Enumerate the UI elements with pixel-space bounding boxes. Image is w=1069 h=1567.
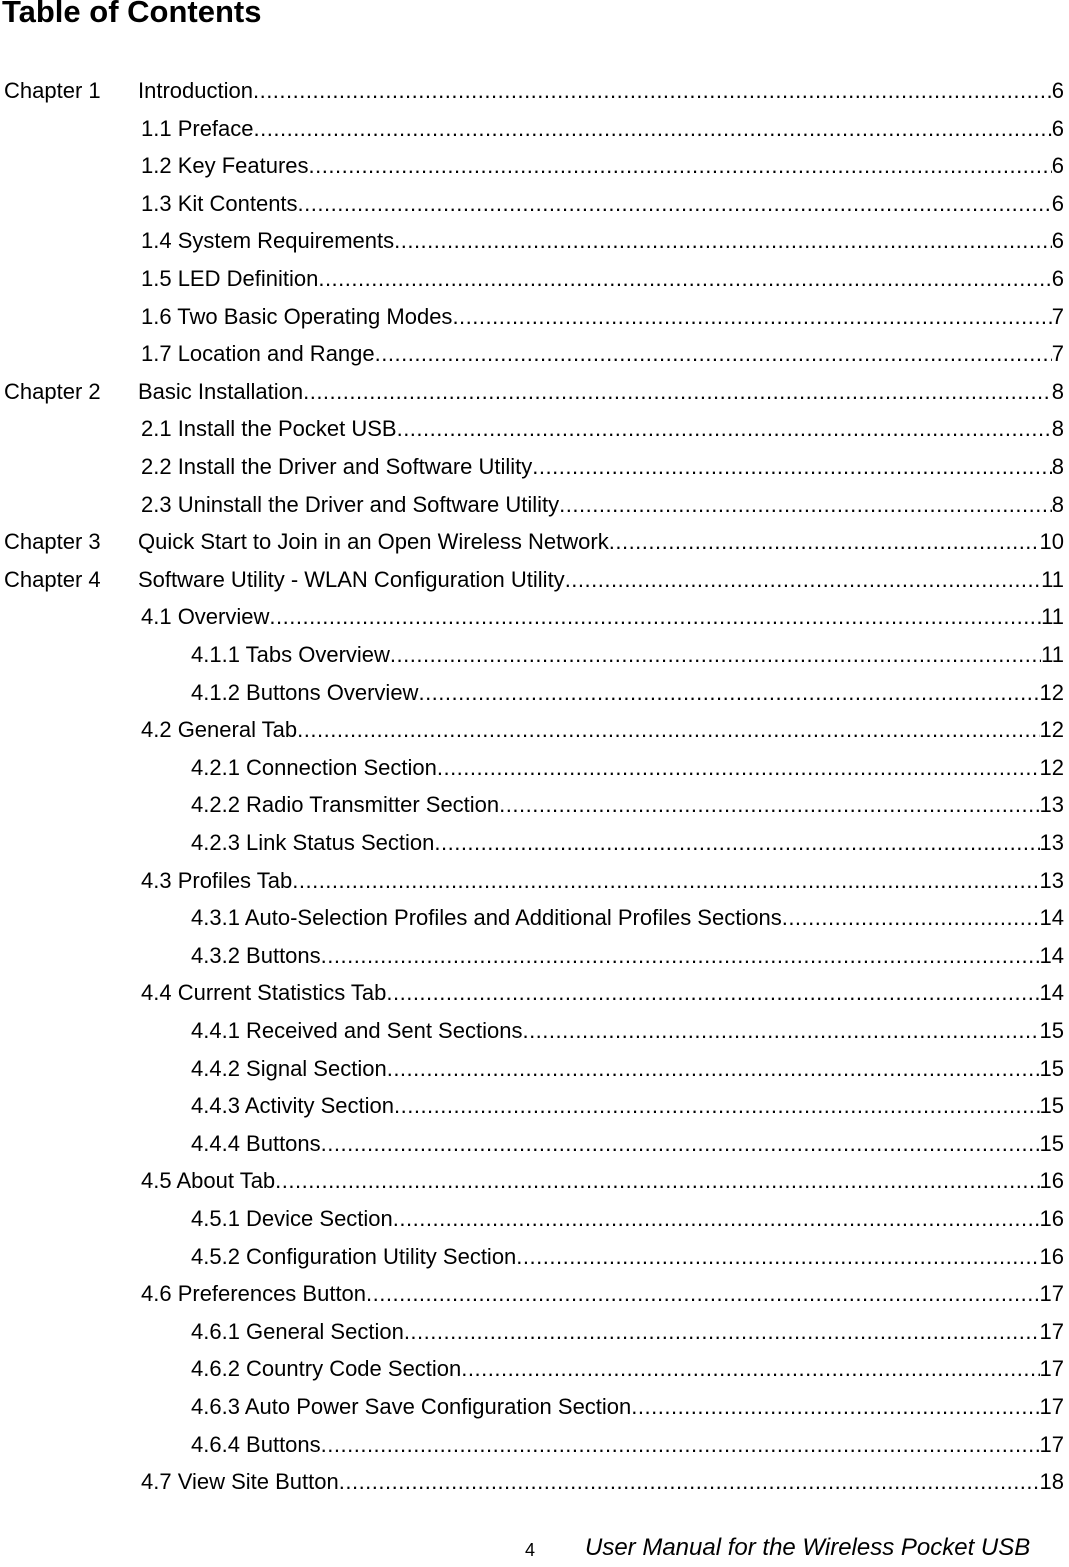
toc-entry-title[interactable]: 4.6.3 Auto Power Save Configuration Section bbox=[191, 1394, 632, 1419]
toc-entry-title[interactable]: 4.6 Preferences Button bbox=[141, 1281, 367, 1307]
toc-entry-line bbox=[141, 1275, 1064, 1312]
toc-chapter-label: Chapter 1 bbox=[4, 78, 101, 103]
toc-entry-line bbox=[141, 1162, 1064, 1199]
toc-entry[interactable] bbox=[0, 824, 1069, 861]
toc-page-number[interactable]: 14 bbox=[1039, 905, 1064, 931]
toc-entry-line bbox=[191, 1388, 1064, 1425]
toc-entry-line bbox=[141, 335, 1064, 372]
toc-dot-leader bbox=[253, 72, 1052, 109]
toc-page-number[interactable]: 13 bbox=[1039, 867, 1064, 893]
toc-dot-leader bbox=[782, 899, 1040, 936]
toc-page-number[interactable]: 11 bbox=[1041, 604, 1064, 630]
toc-dot-leader bbox=[461, 1350, 1039, 1387]
toc-dot-leader bbox=[390, 636, 1041, 673]
toc-entry-title[interactable]: Basic Installation bbox=[138, 378, 304, 404]
toc-dot-leader bbox=[269, 598, 1041, 635]
toc-entry-title[interactable]: 4.7 View Site Button bbox=[141, 1469, 339, 1495]
toc-page-number[interactable]: 8 bbox=[1051, 454, 1064, 479]
toc-chapter-label: Chapter 2 bbox=[4, 378, 101, 404]
toc-entry-title[interactable]: 4.3 Profiles Tab bbox=[141, 867, 293, 893]
toc-dot-leader bbox=[559, 486, 1052, 523]
toc-dot-leader bbox=[437, 749, 1040, 786]
toc-page-number[interactable]: 6 bbox=[1051, 266, 1064, 291]
toc-entry[interactable] bbox=[0, 72, 1069, 109]
toc-page-number[interactable]: 12 bbox=[1039, 717, 1064, 743]
toc-page-number[interactable]: 16 bbox=[1039, 1168, 1064, 1194]
toc-entry-title[interactable]: 1.1 Preface bbox=[141, 115, 254, 141]
toc-entry-line bbox=[191, 824, 1064, 861]
toc-entry-title[interactable]: 2.3 Uninstall the Driver and Software Utility bbox=[141, 491, 560, 517]
toc-dot-leader bbox=[397, 410, 1052, 447]
toc-entry-line bbox=[191, 1125, 1064, 1162]
toc-dot-leader bbox=[522, 1012, 1039, 1049]
toc-entry-line bbox=[141, 448, 1064, 485]
toc-dot-leader bbox=[303, 373, 1052, 410]
toc-entry-line bbox=[191, 636, 1064, 673]
toc-entry[interactable] bbox=[0, 185, 1069, 222]
toc-entry-title[interactable]: Introduction bbox=[138, 78, 253, 103]
toc-dot-leader bbox=[366, 1275, 1039, 1312]
toc-entry[interactable] bbox=[0, 1388, 1069, 1425]
toc-entry[interactable] bbox=[0, 1087, 1069, 1124]
toc-entry-title[interactable]: 1.2 Key Features bbox=[141, 153, 309, 179]
toc-entry[interactable] bbox=[0, 974, 1069, 1011]
toc-page-number[interactable]: 17 bbox=[1039, 1394, 1064, 1419]
toc-entry[interactable] bbox=[0, 110, 1069, 147]
toc-page-number[interactable]: 14 bbox=[1039, 980, 1064, 1006]
toc-dot-leader bbox=[254, 110, 1052, 147]
toc-entry[interactable] bbox=[0, 636, 1069, 673]
toc-entry-line bbox=[191, 1313, 1064, 1350]
toc-entry[interactable] bbox=[0, 1350, 1069, 1387]
toc-entry[interactable] bbox=[0, 711, 1069, 748]
toc-dot-leader bbox=[298, 185, 1052, 222]
toc-page-number[interactable]: 6 bbox=[1051, 115, 1064, 141]
toc-page-number[interactable]: 8 bbox=[1051, 416, 1064, 442]
toc-entry[interactable] bbox=[0, 523, 1069, 560]
toc-entry[interactable] bbox=[0, 1012, 1069, 1049]
toc-entry-line bbox=[191, 1238, 1064, 1275]
toc-entry-line bbox=[191, 1050, 1064, 1087]
toc-page-number[interactable]: 6 bbox=[1051, 190, 1064, 216]
toc-entry-line bbox=[138, 523, 1064, 560]
toc-page-number[interactable]: 11 bbox=[1041, 566, 1064, 592]
toc-entry-line bbox=[191, 786, 1064, 823]
toc-entry[interactable] bbox=[0, 1275, 1069, 1312]
toc-page-number[interactable]: 15 bbox=[1039, 1018, 1064, 1043]
toc-entry-line bbox=[191, 749, 1064, 786]
toc-dot-leader bbox=[387, 1050, 1040, 1087]
page-title: Table of Contents bbox=[2, 0, 262, 29]
footer-title: User Manual for the Wireless Pocket USB bbox=[585, 1534, 1031, 1561]
toc-dot-leader bbox=[631, 1388, 1039, 1425]
toc-entry-line bbox=[141, 260, 1064, 297]
toc-entry[interactable] bbox=[0, 410, 1069, 447]
toc-dot-leader bbox=[516, 1238, 1039, 1275]
toc-entry-title[interactable]: 4.3.2 Buttons bbox=[191, 942, 321, 968]
toc-entry[interactable] bbox=[0, 222, 1069, 259]
page-number: 4 bbox=[525, 1540, 536, 1560]
toc-dot-leader bbox=[565, 561, 1041, 598]
toc-entry[interactable] bbox=[0, 899, 1069, 936]
toc-entry[interactable] bbox=[0, 1125, 1069, 1162]
toc-dot-leader bbox=[434, 824, 1039, 861]
toc-page-number[interactable]: 8 bbox=[1051, 378, 1064, 404]
toc-page-number[interactable]: 16 bbox=[1039, 1243, 1064, 1269]
toc-entry-title[interactable]: 4.2.1 Connection Section bbox=[191, 754, 437, 780]
toc-entry[interactable] bbox=[0, 786, 1069, 823]
toc-entry-title[interactable]: 4.4 Current Statistics Tab bbox=[141, 980, 387, 1006]
toc-page-number[interactable]: 17 bbox=[1039, 1281, 1064, 1307]
toc-entry-title[interactable]: 1.3 Kit Contents bbox=[141, 190, 298, 216]
toc-entry[interactable] bbox=[0, 598, 1069, 635]
toc-entry[interactable] bbox=[0, 373, 1069, 410]
toc-page-number[interactable]: 17 bbox=[1039, 1318, 1064, 1344]
toc-dot-leader bbox=[394, 222, 1052, 259]
toc-dot-leader bbox=[532, 448, 1051, 485]
toc-entry-title[interactable]: 4.2.3 Link Status Section bbox=[191, 830, 435, 855]
toc-page-number[interactable]: 7 bbox=[1051, 303, 1064, 329]
toc-entry-line bbox=[191, 1350, 1064, 1387]
toc-entry[interactable] bbox=[0, 298, 1069, 335]
toc-entry-title[interactable]: 4.3.1 Auto-Selection Profiles and Additional Profiles Sections bbox=[191, 905, 782, 931]
toc-entry[interactable] bbox=[0, 147, 1069, 184]
toc-entry-line bbox=[141, 298, 1064, 335]
toc-page-number[interactable]: 7 bbox=[1051, 341, 1064, 367]
toc-entry-line bbox=[191, 674, 1064, 711]
toc-entry-title[interactable]: 2.2 Install the Driver and Software Utility bbox=[141, 454, 533, 479]
toc-dot-leader bbox=[418, 674, 1039, 711]
toc-page-number[interactable]: 13 bbox=[1039, 792, 1064, 818]
toc-entry-line bbox=[191, 1426, 1064, 1463]
toc-entry-title[interactable]: 1.6 Two Basic Operating Modes bbox=[141, 303, 453, 329]
toc-page-number[interactable]: 14 bbox=[1039, 942, 1064, 968]
toc-page-number[interactable]: 8 bbox=[1051, 491, 1064, 517]
toc-page-number[interactable]: 11 bbox=[1041, 642, 1064, 667]
toc-entry-title[interactable]: 4.1.1 Tabs Overview bbox=[191, 642, 390, 667]
toc-entry[interactable] bbox=[0, 1050, 1069, 1087]
toc-entry-line bbox=[138, 72, 1064, 109]
toc-entry-title[interactable]: 4.1 Overview bbox=[141, 604, 270, 630]
toc-entry-title[interactable]: Quick Start to Join in an Open Wireless Network bbox=[138, 529, 609, 555]
toc-entry[interactable] bbox=[0, 1200, 1069, 1237]
toc-dot-leader bbox=[297, 711, 1039, 748]
toc-entry-line bbox=[141, 974, 1064, 1011]
toc-dot-leader bbox=[321, 1426, 1040, 1463]
toc-entry-line bbox=[141, 110, 1064, 147]
toc-page-number[interactable]: 12 bbox=[1039, 679, 1064, 705]
toc-entry[interactable] bbox=[0, 674, 1069, 711]
toc-entry-title[interactable]: 4.6.1 General Section bbox=[191, 1318, 404, 1344]
toc-entry-title[interactable]: 1.4 System Requirements bbox=[141, 228, 395, 254]
toc-page-number[interactable]: 6 bbox=[1051, 153, 1064, 179]
toc-entry[interactable] bbox=[0, 448, 1069, 485]
toc-page-number[interactable]: 16 bbox=[1039, 1206, 1064, 1231]
toc-entry-line bbox=[141, 410, 1064, 447]
toc-entry-title[interactable]: 4.2.2 Radio Transmitter Section bbox=[191, 792, 500, 818]
toc-entry-line bbox=[191, 937, 1064, 974]
toc-entry-line bbox=[141, 711, 1064, 748]
toc-entry-line bbox=[141, 185, 1064, 222]
toc-dot-leader bbox=[292, 862, 1039, 899]
toc-page-number[interactable]: 10 bbox=[1039, 529, 1064, 555]
toc-page-number[interactable]: 15 bbox=[1039, 1055, 1064, 1081]
toc-page-number[interactable]: 15 bbox=[1039, 1093, 1064, 1119]
toc-entry[interactable] bbox=[0, 561, 1069, 598]
toc-entry-title[interactable]: 1.5 LED Definition bbox=[141, 266, 319, 291]
toc-entry[interactable] bbox=[0, 1162, 1069, 1199]
toc-entry-title[interactable]: 4.4.1 Received and Sent Sections bbox=[191, 1018, 523, 1043]
toc-dot-leader bbox=[309, 147, 1052, 184]
toc-entry-title[interactable]: 4.5.1 Device Section bbox=[191, 1206, 393, 1231]
toc-entry-title[interactable]: 4.4.2 Signal Section bbox=[191, 1055, 387, 1081]
toc-dot-leader bbox=[321, 1125, 1040, 1162]
toc-dot-leader bbox=[499, 786, 1039, 823]
toc-entry-line bbox=[141, 486, 1064, 523]
toc-page-number[interactable]: 15 bbox=[1039, 1130, 1064, 1156]
toc-entry-line bbox=[138, 373, 1064, 410]
toc-entry-line bbox=[141, 147, 1064, 184]
toc-dot-leader bbox=[386, 974, 1039, 1011]
toc-entry[interactable] bbox=[0, 749, 1069, 786]
toc-dot-leader bbox=[318, 260, 1051, 297]
toc-entry-title[interactable]: 4.6.2 Country Code Section bbox=[191, 1356, 462, 1382]
toc-entry-line bbox=[141, 598, 1064, 635]
toc-entry[interactable] bbox=[0, 1238, 1069, 1275]
toc-entry[interactable] bbox=[0, 486, 1069, 523]
toc-entry-line bbox=[141, 1463, 1064, 1500]
toc-entry-line bbox=[191, 1087, 1064, 1124]
toc-entry-line bbox=[191, 1200, 1064, 1237]
toc-entry-title[interactable]: 4.2 General Tab bbox=[141, 717, 298, 743]
toc-entry[interactable] bbox=[0, 1313, 1069, 1350]
toc-chapter-label: Chapter 4 bbox=[4, 566, 101, 592]
toc-entry-title[interactable]: 1.7 Location and Range bbox=[141, 341, 375, 367]
toc-entry-line bbox=[191, 899, 1064, 936]
toc-page-number[interactable]: 17 bbox=[1039, 1431, 1064, 1457]
toc-entry[interactable] bbox=[0, 335, 1069, 372]
toc-entry-title[interactable]: Software Utility - WLAN Configuration Utility bbox=[138, 566, 565, 592]
toc-entry-line bbox=[191, 1012, 1064, 1049]
toc-page-number[interactable]: 12 bbox=[1039, 754, 1064, 780]
toc-dot-leader bbox=[609, 523, 1040, 560]
toc-entry[interactable] bbox=[0, 1463, 1069, 1500]
toc-entry-line bbox=[141, 222, 1064, 259]
toc-dot-leader bbox=[275, 1162, 1039, 1199]
toc-entry-title[interactable]: 4.5 About Tab bbox=[141, 1168, 276, 1194]
toc-entry-line bbox=[141, 862, 1064, 899]
toc-entry-title[interactable]: 4.5.2 Configuration Utility Section bbox=[191, 1243, 517, 1269]
toc-entry-title[interactable]: 4.6.4 Buttons bbox=[191, 1431, 321, 1457]
toc-entry-line bbox=[138, 561, 1064, 598]
toc-dot-leader bbox=[394, 1087, 1040, 1124]
toc-dot-leader bbox=[375, 335, 1052, 372]
toc-dot-leader bbox=[339, 1463, 1040, 1500]
toc-entry[interactable] bbox=[0, 862, 1069, 899]
toc-dot-leader bbox=[321, 937, 1040, 974]
toc-entry-title[interactable]: 4.4.4 Buttons bbox=[191, 1130, 321, 1156]
toc-page-number[interactable]: 18 bbox=[1039, 1469, 1064, 1495]
toc-page-number[interactable]: 17 bbox=[1039, 1356, 1064, 1382]
toc-entry-title[interactable]: 4.4.3 Activity Section bbox=[191, 1093, 394, 1119]
toc-entry[interactable] bbox=[0, 1426, 1069, 1463]
toc-chapter-label: Chapter 3 bbox=[4, 529, 101, 555]
toc-dot-leader bbox=[393, 1200, 1040, 1237]
toc-page-number[interactable]: 6 bbox=[1051, 228, 1064, 254]
toc-entry[interactable] bbox=[0, 937, 1069, 974]
toc-page-number[interactable]: 13 bbox=[1039, 830, 1064, 855]
toc-dot-leader bbox=[452, 298, 1051, 335]
toc-dot-leader bbox=[404, 1313, 1040, 1350]
toc-entry-title[interactable]: 2.1 Install the Pocket USB bbox=[141, 416, 397, 442]
toc-entry-title[interactable]: 4.1.2 Buttons Overview bbox=[191, 679, 419, 705]
toc-page-number[interactable]: 6 bbox=[1051, 78, 1064, 103]
toc-entry[interactable] bbox=[0, 260, 1069, 297]
